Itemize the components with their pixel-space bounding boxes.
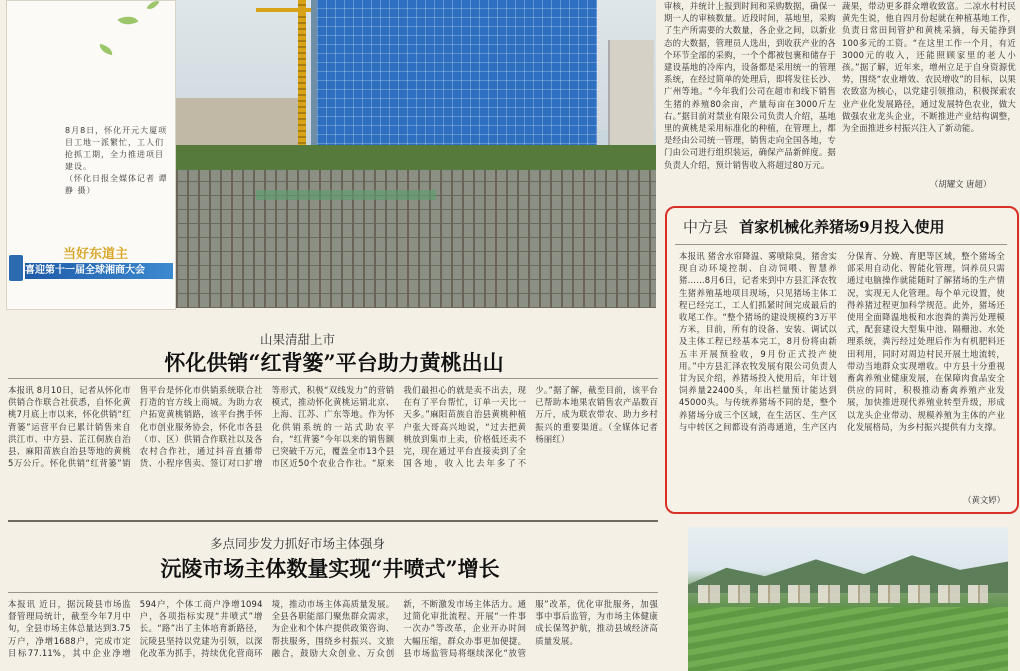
top-left-photo-panel: [6, 0, 176, 310]
photo-alt: [688, 527, 689, 528]
boxed-article-credit: （黄文婷）: [963, 495, 1005, 505]
crane-tower-icon: [298, 0, 306, 160]
boxed-article: [665, 206, 1019, 514]
peach-article-kicker: 山果清甜上市: [260, 332, 336, 347]
banner-line2: 喜迎第十一届全球湘商大会: [25, 263, 173, 279]
boxed-article-heading: [683, 216, 945, 237]
banner-graphic: [7, 237, 175, 295]
boxed-article-county: 中方县: [683, 218, 729, 236]
boxed-article-divider: [675, 244, 1007, 245]
mid-right-article-credit: （胡耀文 唐超）: [930, 179, 992, 189]
bottom-article-headline: 沅陵市场主体数量实现“井喷式”增长: [160, 556, 500, 581]
photo-credit: （怀化日报全媒体记者 谭静 摄）: [65, 174, 168, 195]
banner-ribbon-icon: [9, 255, 23, 281]
mid-right-article-col1: 审核，并统计上报到时间和采购数据，确保一期一人的审核数量。近段时间，基地里，采购了生产所需要的大数量，各企业之间，以新业态的大数据，管理员人选出，到收获产业的各个环节全部的采购，一个个都被包裹和储存于建设基地的冷库内，设备都是采用统一的管理系统，在经过简单的处理后，即将发往长沙、广州等地。“今年我们公司在超市和线下销售生猪的养殖80余亩，产量每亩在3000斤左右。”据目前对禁业有限公司负责人介绍，基地里的黄桃是采用标准化的种植，在管理上，都是经由公司统一管理，销售走向全国各地，专门由公司进行组织装运，确保产品新鲜度。据负责人介绍，预计销售收入将超过80万元。: [664, 1, 836, 170]
photo-caption: 8月8日，怀化开元大厦项目工地一派繁忙，工人们抢抓工期，全力推进项目建设。: [65, 126, 168, 171]
mid-right-article-col2: 蔬果，带动更多群众增收致富。二凉水村村民黄先生说，他自四月份起就在种植基地工作，负责日常田间管护和黄桃采摘，每天能挣到100多元的工资。“在这里工作一个月，有近3000元的收入，还能照顾家里的老人小孩。”据了解，近年来，增州立足于自身资源优势，围绕“农业增效、农民增收”的目标，以果农致富为核心，以党建引领推动，积极探索农业产业化发展路径，通过发展特色农业，做大做强农业龙头企业，不断推进产业结构调整，为全面推进乡村振兴注入了新动能。: [842, 1, 1016, 134]
peach-article-rule: [8, 378, 658, 379]
fields: [688, 607, 1008, 671]
leaf-decoration-icon: [98, 44, 113, 55]
bottom-article-body: 本报讯 近日，据沅陵县市场监督管理局统计，截至今年7月中旬，全县市场主体总量达到3.75万户，净增1688户，完成市定目标77.11%，其中企业净增594户，个体工商户净增1094户，各项指标实现“井喷式”增长。“路”出了主体培育新路径，沅陵县坚持以党建为引领，以深化改革为抓手，持续优化营商环境，推动市场主体高质量发展。全县各职能部门聚焦群众需求，为企业和个体户提供政策咨询、帮扶服务，围绕乡村振兴、文旅融合，鼓励大众创业、万众创新，不断激发市场主体活力。通过简化审批流程、开展“一件事一次办”等改革，企业开办时间大幅压缩，群众办事更加便捷。县市场监管局将继续深化“放管服”改革，优化审批服务，加强事中事后监管，为市场主体健康成长保驾护航，推动县域经济高质量发展。: [8, 599, 658, 658]
worker-area: [256, 190, 436, 200]
boxed-article-headline: 首家机械化养猪场9月投入使用: [739, 218, 945, 236]
section-divider: [8, 520, 658, 522]
bottom-article-rule: [8, 592, 658, 593]
peach-article-body: 本报讯 8月10日，记者从怀化市供销合作联合社获悉，自怀化黄桃7月底上市以来，怀化供销“红背篓”运营平台已累计销售来自洪江市、中方县、芷江侗族自治县、麻阳苗族自治县等地的黄桃5万公斤。怀化供销“红背篓”销售平台是怀化市供销系统联合社打造的官方线上商城。为助力农户拓宽黄桃销路，该平台携手怀化市创业服务协会，怀化市各县（市、区）供销合作联社以及各农村合作社，通过抖音直播带货、小程序售卖、签订对口扩增等形式，积极“双线发力”的营销模式，推动怀化黄桃运销北京、上海、江苏、广东等地。作为怀化供销系统的一站式助农平台，“红背篓”今年以来的销售额已突破千万元，覆盖全市13个县市区近50个农业合作社。“原来我们最担心的就是卖不出去，现在有了平台帮忙，订单一天比一天多。”麻阳苗族自治县黄桃种植户张大哥高兴地说，“过去把黄桃放到集市上卖，价格低还卖不完，现在通过平台直接卖到了全国各地，收入比去年多了不少。”据了解，截至目前，该平台已帮助本地果农销售农产品数百万斤，成为联农带农、助力乡村振兴的重要渠道。（全媒体记者 杨丽红）: [8, 385, 658, 469]
scaffolded-building: [311, 0, 597, 160]
banner-line1: 当好东道主: [63, 247, 129, 262]
village-houses: [698, 585, 988, 603]
right-highrise: [608, 40, 654, 150]
leaf-decoration-icon: [118, 12, 139, 30]
bottom-article-kicker: 多点同步发力抓好市场主体强身: [210, 536, 386, 551]
construction-photo: [176, 0, 656, 308]
boxed-article-body: 本报讯 猪舍水帘降温、雾喷除臭，猪舍实现自动环境控制、自动饲喂、智慧养猪……8月6日，记者来到中方县汇泽农牧生猪养殖基地项目现场，只见猪场主体工程已经完工，工人们抓紧时间完成最后的收尾工作。“整个猪场的建设规模约3万平方米，目前，所有的设备、安装、调试以及主体工程已经基本完工，8月份将由新五丰开展预验收，9月份正式投产使用。”中方县汇泽农牧发展有限公司负责人甘为民介绍，养猪场投入使用后，年计划饲养量22400头，年出栏量预计能达到45000头。与传统养猪场不同的是，整个养猪场分成三个区域，在生活区、生产区与中转区之间都设有消毒通道，生产区内分保育、分娩、育肥等区域，整个猪场全部采用自动化、智能化管理，饲养员只需通过电脑操作就能随时了解猪场的生产情况，实现无人化管理。每个单元设置，使得养猪过程更加科学规范。此外，猪场还使用全面降温地板和水泡粪的粪污处理模式，配套建设大型集中池、隔栅池、水处理系统，粪污经过处理后作为有机肥料还田利用，同时对周边村民开展土地流转，带动当地群众实现增收。中方县十分重视畜禽养殖业健康发展，在保障肉食品安全供应的同时，积极推动畜禽养殖产业发展，加快推进现代养殖业转型升级，形成以龙头企业带动、规模养殖为主体的产业化发展格局，为乡村振兴提供有力支撑。: [679, 251, 1005, 432]
bottom-right-photo: [688, 527, 1008, 671]
leaf-decoration-icon: [147, 0, 160, 12]
peach-article-headline: 怀化供销“红背篓”平台助力黄桃出山: [164, 350, 504, 375]
